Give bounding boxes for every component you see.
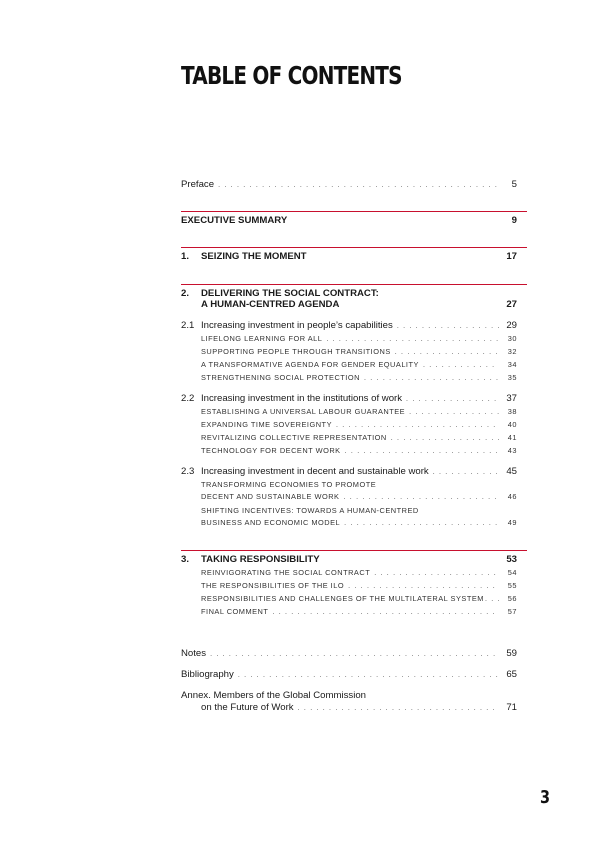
toc-subentry[interactable]	[201, 446, 517, 455]
toc-subentry-page: 57	[507, 607, 517, 616]
toc-subentry-label: A TRANSFORMATIVE AGENDA FOR GENDER EQUALITY	[201, 360, 419, 369]
toc-entry-label: EXECUTIVE SUMMARY	[181, 215, 288, 226]
section-divider	[181, 247, 527, 248]
section-number: 2.3	[181, 466, 195, 477]
leader-dots	[406, 396, 499, 403]
toc-entry-label-line2: A HUMAN-CENTRED AGENDA	[201, 299, 340, 310]
toc-subentry[interactable]	[201, 433, 517, 442]
leader-dots	[397, 323, 499, 330]
toc-subentry[interactable]	[201, 407, 517, 416]
toc-entry-section-2[interactable]	[181, 288, 379, 299]
section-number: 2.2	[181, 393, 195, 404]
toc-entry-notes[interactable]	[181, 648, 517, 659]
section-number: 2.1	[181, 320, 195, 331]
toc-subentry-label: REINVIGORATING THE SOCIAL CONTRACT	[201, 568, 371, 577]
leader-dots	[391, 435, 499, 442]
section-number: 3.	[181, 554, 190, 565]
toc-subentry-page: 43	[507, 446, 517, 455]
toc-entry-label: Notes	[181, 648, 207, 659]
leader-dots	[345, 448, 499, 455]
toc-subentry-label: LIFELONG LEARNING FOR ALL	[201, 334, 323, 343]
toc-entry-page: 71	[506, 702, 517, 713]
page-title: TABLE OF CONTENTS	[181, 61, 402, 90]
toc-entry-page: 45	[506, 466, 517, 477]
section-number: 1.	[181, 251, 190, 262]
toc-subentry-label: THE RESPONSIBILITIES OF THE ILO	[201, 581, 345, 590]
toc-subentry-label: ESTABLISHING A UNIVERSAL LABOUR GUARANTEE	[201, 407, 406, 416]
section-divider	[181, 211, 527, 212]
leader-dots	[238, 672, 499, 679]
leader-dots	[272, 609, 499, 616]
toc-subentry-label: EXPANDING TIME SOVEREIGNTY	[201, 420, 332, 429]
toc-subentry-page: 30	[507, 334, 517, 343]
section-divider	[181, 550, 527, 551]
toc-subentry[interactable]	[201, 334, 517, 343]
toc-subentry[interactable]	[201, 360, 517, 369]
toc-entry-label: SEIZING THE MOMENT	[201, 251, 307, 262]
toc-subentry[interactable]	[201, 492, 517, 501]
toc-subentry-label: RESPONSIBILITIES AND CHALLENGES OF THE MULTILATERAL SYSTEM	[201, 594, 484, 603]
toc-entry-2-2[interactable]	[181, 393, 517, 404]
toc-entry-2-1[interactable]	[181, 320, 517, 331]
toc-subentry-page: 34	[507, 360, 517, 369]
toc-subentry-label: TECHNOLOGY FOR DECENT WORK	[201, 446, 341, 455]
toc-entry-annex[interactable]	[201, 702, 517, 713]
toc-subentry-line1: TRANSFORMING ECONOMIES TO PROMOTE	[201, 480, 377, 489]
toc-entry-page: 17	[506, 251, 517, 262]
toc-entry-label: TAKING RESPONSIBILITY	[201, 554, 320, 565]
toc-entry-page: 65	[506, 669, 517, 680]
toc-subentry-page: 40	[507, 420, 517, 429]
toc-entry-section-3[interactable]	[181, 554, 517, 565]
toc-entry-label: Bibliography	[181, 669, 234, 680]
toc-entry-page: 53	[506, 554, 517, 565]
toc-subentry-page: 46	[507, 492, 517, 501]
leader-dots	[343, 494, 499, 501]
leader-dots	[395, 349, 499, 356]
toc-entry-label-line1: DELIVERING THE SOCIAL CONTRACT:	[201, 288, 379, 299]
leader-dots	[210, 651, 499, 658]
leader-dots	[298, 705, 499, 712]
leader-dots	[364, 375, 499, 382]
toc-entry-page: 29	[506, 320, 517, 331]
toc-entry-page: 59	[506, 648, 517, 659]
toc-entry-2-3[interactable]	[181, 466, 517, 477]
toc-subentry-page: 38	[507, 407, 517, 416]
toc-entry-executive-summary[interactable]	[181, 215, 517, 226]
leader-dots	[423, 362, 499, 369]
toc-subentry[interactable]	[201, 420, 517, 429]
leader-dots	[348, 583, 499, 590]
toc-entry-label: Increasing investment in people’s capabilities	[201, 320, 393, 331]
toc-subentry[interactable]	[201, 568, 517, 577]
toc-entry-preface[interactable]	[181, 179, 517, 190]
toc-subentry[interactable]	[201, 581, 517, 590]
toc-subentry-page: 56	[507, 594, 517, 603]
section-number: 2.	[181, 288, 190, 299]
leader-dots	[336, 422, 499, 429]
page-number: 3	[540, 787, 551, 808]
toc-subentry-page: 54	[507, 568, 517, 577]
toc-entry-bibliography[interactable]	[181, 669, 517, 680]
toc-entry-label: Increasing investment in the institutions of work	[201, 393, 403, 404]
toc-entry-annex-line1: Annex. Members of the Global Commission	[181, 690, 367, 701]
toc-subentry-page: 32	[507, 347, 517, 356]
toc-subentry-page: 49	[507, 518, 517, 527]
leader-dots	[344, 520, 499, 527]
toc-entry-label: Preface	[181, 179, 215, 190]
toc-entry-label: Increasing investment in decent and sustainable work	[201, 466, 429, 477]
leader-dots	[485, 596, 502, 603]
toc-subentry[interactable]	[201, 347, 517, 356]
toc-subentry-page: 41	[507, 433, 517, 442]
leader-dots	[374, 570, 499, 577]
leader-dots	[218, 182, 499, 189]
toc-subentry[interactable]	[201, 373, 517, 382]
toc-subentry[interactable]	[201, 518, 517, 527]
leader-dots	[433, 469, 499, 476]
toc-entry-section-1[interactable]	[181, 251, 517, 262]
toc-entry-page: 5	[511, 179, 517, 190]
toc-subentry-label: BUSINESS AND ECONOMIC MODEL	[201, 518, 341, 527]
leader-dots	[409, 409, 499, 416]
toc-subentry-label: SUPPORTING PEOPLE THROUGH TRANSITIONS	[201, 347, 391, 356]
toc-subentry-page: 55	[507, 581, 517, 590]
toc-subentry-label: REVITALIZING COLLECTIVE REPRESENTATION	[201, 433, 387, 442]
toc-subentry-label: FINAL COMMENT	[201, 607, 269, 616]
toc-entry-section-2-line2[interactable]	[201, 299, 517, 310]
toc-subentry[interactable]	[201, 607, 517, 616]
toc-subentry-label: STRENGTHENING SOCIAL PROTECTION	[201, 373, 360, 382]
toc-subentry-page: 35	[507, 373, 517, 382]
toc-subentry-label: DECENT AND SUSTAINABLE WORK	[201, 492, 340, 501]
toc-entry-page: 37	[506, 393, 517, 404]
toc-entry-label: on the Future of Work	[201, 702, 294, 713]
toc-subentry[interactable]	[201, 594, 517, 603]
toc-subentry-line1: SHIFTING INCENTIVES: TOWARDS A HUMAN-CENTRED	[201, 506, 419, 515]
leader-dots	[326, 336, 499, 343]
section-divider	[181, 284, 527, 285]
toc-entry-page: 9	[511, 215, 517, 226]
toc-entry-page: 27	[506, 299, 517, 310]
